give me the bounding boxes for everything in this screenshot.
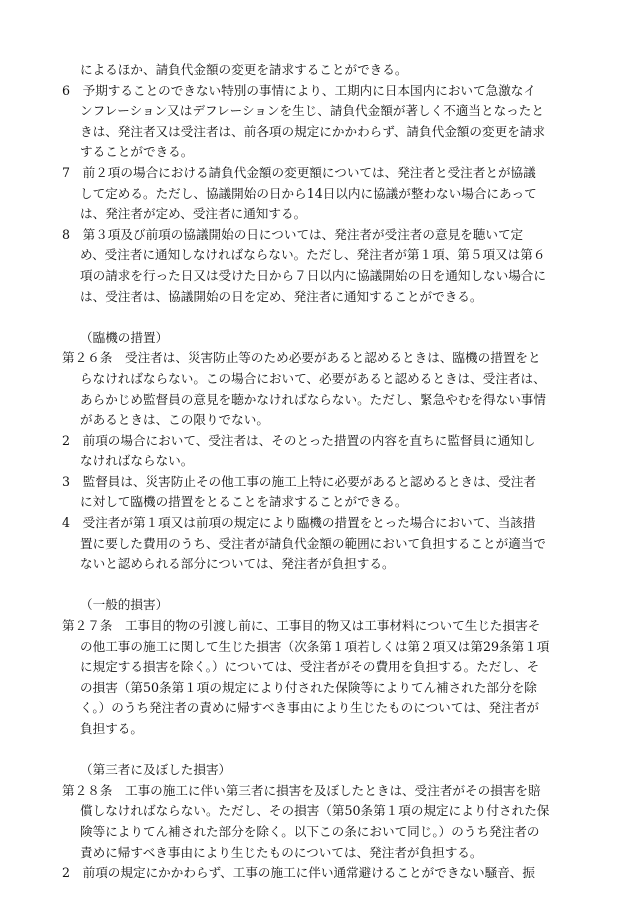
clause-paragraph: [62, 60, 582, 81]
clause-continuation-line: め、受注者に通知しなければならない。ただし、発注者が第１項、第５項又は第６: [80, 247, 546, 263]
clause-continuation-line: することができる。: [80, 144, 194, 160]
clause-continuation-line: によるほか、請負代金額の変更を請求することができる。: [80, 62, 408, 77]
clause-first-line: 8 第３項及び前項の協議開始の日については、発注者が受注者の意見を聴いて定: [62, 226, 524, 242]
clause-continuation-line: の損害（第50条第１項の規定により付された保険等によりてん補された部分を除: [80, 679, 537, 695]
clause-paragraph: [62, 431, 582, 472]
clause-first-line: 2 前項の規定にかかわらず、工事の施工に伴い通常避けることができない騒音、振: [62, 865, 535, 881]
clause-continuation-line: 置に要した費用のうち、受注者が請負代金額の範囲において負担することが適当で: [80, 535, 546, 551]
clause-continuation-line: 償しなければならない。ただし、その損害（第50条第１項の規定により付された保: [80, 803, 550, 819]
clause-continuation-line: は、発注者が定め、受注者に通知する。: [80, 206, 307, 222]
paragraph-gap: [62, 740, 582, 761]
clause-continuation-line: らなければならない。この場合において、必要があると認めるときは、受注者は、: [80, 370, 546, 386]
clause-paragraph: [62, 81, 582, 163]
clause-continuation-line: 項の請求を行った日又は受けた日から７日以内に協議開始の日を通知しない場合に: [80, 267, 546, 283]
clause-continuation-line: の他工事の施工に関して生じた損害（次条第１項若しくは第２項又は第29条第１項: [80, 638, 550, 654]
document-body: [62, 60, 582, 884]
clause-continuation-line: 険等によりてん補された部分を除く。以下この条において同じ。）のうち発注者の: [80, 823, 540, 839]
article-caption: （臨機の措置）: [80, 329, 169, 345]
clause-continuation-line: あらかじめ監督員の意見を聴かなければならない。ただし、緊急やむを得ない事情: [80, 391, 546, 407]
clause-paragraph: [62, 348, 582, 430]
clause-first-line: 3 監督員は、災害防止その他工事の施工上特に必要があると認めるときは、受注者: [62, 473, 536, 489]
clause-continuation-line: ないと認められる部分については、発注者が負担する。: [80, 556, 395, 572]
clause-continuation-line: して定める。ただし、協議開始の日から14日以内に協議が整わない場合にあって: [80, 185, 537, 201]
clause-paragraph: [62, 616, 582, 740]
clause-paragraph: [62, 863, 582, 884]
clause-first-line: 4 受注者が第１項又は前項の規定により臨機の措置をとった場合において、当該措: [62, 515, 536, 531]
clause-first-line: 第２６条 受注者は、災害防止等のため必要があると認めるときは、臨機の措置をと: [62, 350, 541, 366]
clause-continuation-line: きは、発注者又は受注者は、前各項の規定にかかわらず、請負代金額の変更を請求: [80, 123, 545, 139]
clause-paragraph: [62, 225, 582, 307]
clause-continuation-line: は、受注者は、協議開始の日を定め、発注者に通知することができる。: [80, 288, 483, 304]
clause-continuation-line: なければならない。: [80, 453, 194, 469]
clause-continuation-line: 責めに帰すべき事由により生じたものについては、発注者が負担する。: [80, 844, 483, 860]
article-caption: （一般的損害）: [80, 597, 169, 613]
clause-paragraph: [62, 781, 582, 863]
clause-first-line: 第２８条 工事の施工に伴い第三者に損害を及ぼしたときは、受注者がその損害を賠: [62, 782, 541, 798]
clause-continuation-line: があるときは、この限りでない。: [80, 412, 269, 428]
clause-paragraph: [62, 513, 582, 575]
paragraph-gap: [62, 307, 582, 328]
clause-first-line: 第２７条 工事目的物の引渡し前に、工事目的物又は工事材料について生じた損害そ: [62, 618, 541, 634]
clause-first-line: 6 予期することのできない特別の事情により、工期内に日本国内において急激なイ: [62, 82, 536, 98]
article-caption: （第三者に及ぼした損害）: [80, 762, 232, 778]
clause-continuation-line: に規定する損害を除く。）については、受注者がその費用を負担する。ただし、そ: [80, 659, 540, 675]
clause-continuation-line: ンフレーション又はデフレーションを生じ、請負代金額が著しく不適当となったと: [80, 103, 544, 119]
clause-continuation-line: く。）のうち発注者の責めに帰すべき事由により生じたものについては、発注者が: [80, 700, 539, 716]
clause-continuation-line: に対して臨機の措置をとることを請求することができる。: [80, 494, 408, 510]
clause-paragraph: [62, 472, 582, 513]
clause-first-line: 2 前項の場合において、受注者は、そのとった措置の内容を直ちに監督員に通知し: [62, 432, 536, 448]
clause-paragraph: [62, 163, 582, 225]
clause-first-line: 7 前２項の場合における請負代金額の変更額については、発注者と受注者とが協議: [62, 164, 536, 180]
paragraph-gap: [62, 575, 582, 596]
clause-continuation-line: 負担する。: [80, 721, 143, 736]
